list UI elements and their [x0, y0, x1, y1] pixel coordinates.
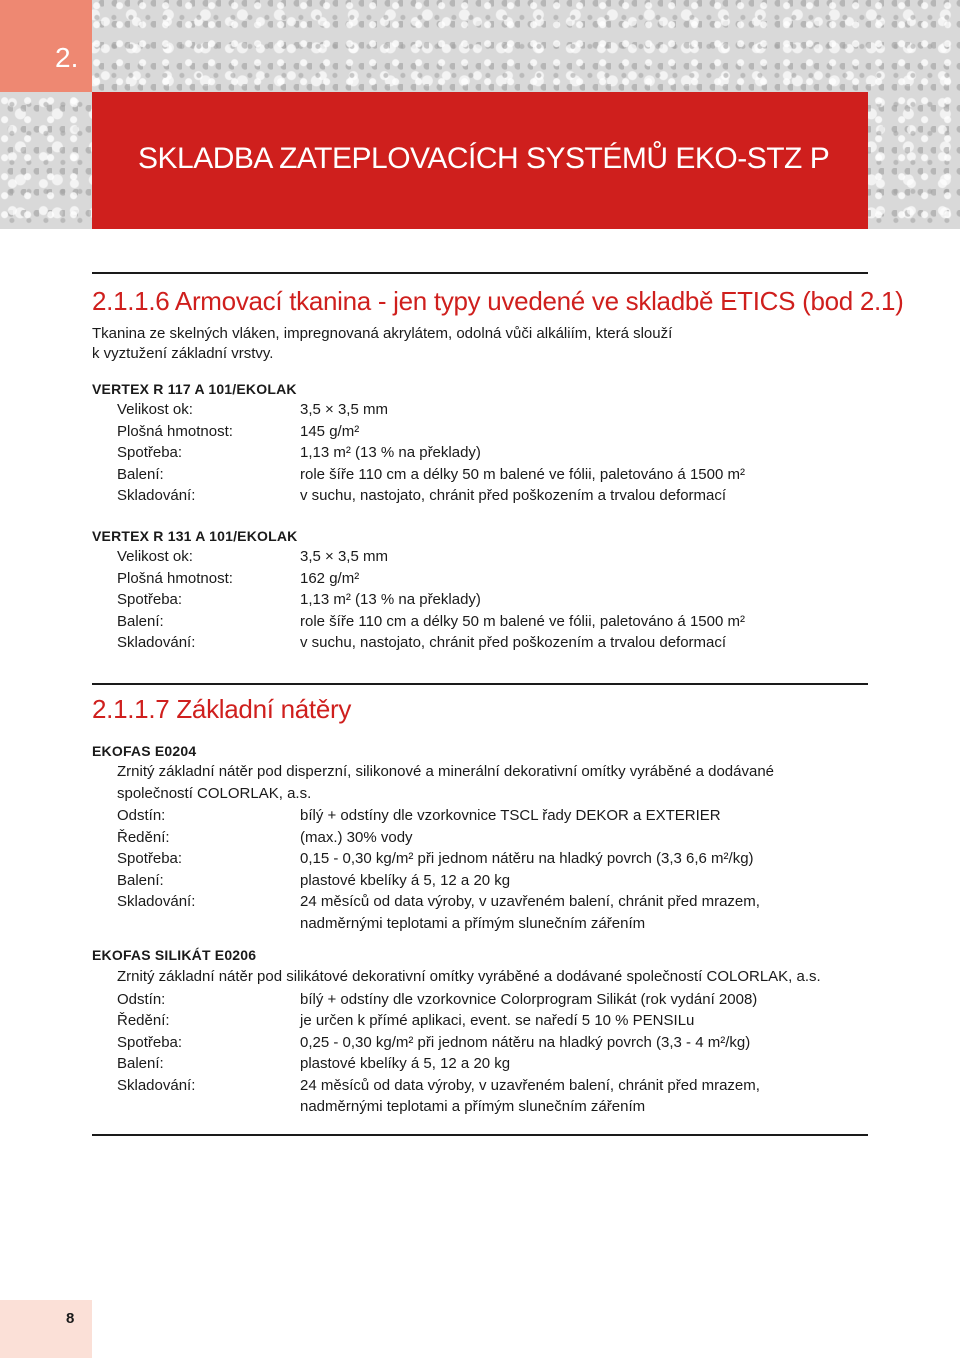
spec-value: je určen k přímé aplikaci, event. se naředí 5 10 % PENSILu [300, 1012, 695, 1029]
spec-label: Spotřeba: [117, 444, 183, 461]
spec-value: v suchu, nastojato, chránit před poškozením a trvalou deformací [300, 487, 727, 504]
spec-value [300, 1075, 820, 1118]
spec-value: 0,15 - 0,30 kg/m² při jednom nátěru na hladký povrch (3,3 6,6 m²/kg) [300, 850, 754, 867]
spec-row [117, 589, 857, 611]
spec-value: plastové kbelíky á 5, 12 a 20 kg [300, 1055, 511, 1072]
spec-label: Ředění: [117, 1012, 170, 1029]
product-spec-table [117, 762, 857, 934]
spec-value: 162 g/m² [300, 569, 360, 587]
product-description: Zrnitý základní nátěr pod silikátové dekorativní omítky vyráběné a dodávané společností COLORLAK, a.s. [117, 968, 821, 985]
title-bar [92, 92, 868, 229]
spec-label: Skladování: [117, 1076, 196, 1094]
product-spec-table [117, 546, 857, 654]
spec-value: bílý + odstíny dle vzorkovnice TSCL řady DEKOR a EXTERIER [300, 807, 721, 824]
spec-row [117, 442, 857, 464]
product-spec-table [117, 399, 857, 507]
page-number-box [0, 1300, 92, 1358]
spec-row [117, 568, 857, 590]
spec-row [117, 546, 857, 568]
spec-value: 145 g/m² [300, 422, 360, 440]
spec-value: bílý + odstíny dle vzorkovnice Colorprogram Silikát (rok vydání 2008) [300, 990, 758, 1008]
spec-value: 1,13 m² (13 % na překlady) [300, 444, 481, 461]
divider-2 [92, 683, 868, 685]
spec-row [117, 870, 857, 892]
spec-row [117, 1010, 857, 1032]
spec-value-line-2: nadměrnými teplotami a přímým slunečním zářením [300, 914, 646, 932]
spec-label: Plošná hmotnost: [117, 422, 233, 440]
product-title: VERTEX R 131 A 101/EKOLAK [92, 528, 298, 544]
spec-label: Ředění: [117, 828, 170, 846]
spec-row [117, 1053, 857, 1075]
spec-row [117, 485, 857, 507]
spec-label: Skladování: [117, 634, 196, 651]
product-spec-table [117, 967, 857, 1118]
spec-value: 0,25 - 0,30 kg/m² při jednom nátěru na hladký povrch (3,3 - 4 m²/kg) [300, 1033, 751, 1051]
spec-value: role šíře 110 cm a délky 50 m balené ve fólii, paletováno á 1500 m² [300, 465, 745, 483]
spec-row [117, 805, 857, 827]
product-description: Zrnitý základní nátěr pod disperzní, silikonové a minerální dekorativní omítky vyráběné a dodávané [117, 763, 775, 780]
spec-row [117, 1032, 857, 1054]
spec-row [117, 891, 857, 934]
section-intro-line-2: k vyztužení základní vrstvy. [92, 345, 274, 362]
spec-label: Balení: [117, 1055, 164, 1072]
spec-label: Balení: [117, 871, 164, 889]
product-title: EKOFAS E0204 [92, 743, 197, 759]
spec-row [117, 827, 857, 849]
spec-row [117, 464, 857, 486]
spec-label: Spotřeba: [117, 591, 183, 608]
spec-row [117, 421, 857, 443]
divider-3 [92, 1134, 868, 1136]
product-title: VERTEX R 117 A 101/EKOLAK [92, 381, 297, 397]
spec-label: Balení: [117, 465, 164, 483]
spec-label: Spotřeba: [117, 850, 183, 867]
spec-label: Odstín: [117, 990, 166, 1008]
spec-value-line-2: nadměrnými teplotami a přímým slunečním zářením [300, 1098, 646, 1115]
spec-label: Plošná hmotnost: [117, 569, 233, 587]
spec-value-line-1: 24 měsíců od data výroby, v uzavřeném balení, chránit před mrazem, [300, 893, 760, 910]
spec-row [117, 989, 857, 1011]
spec-value-line-1: 24 měsíců od data výroby, v uzavřeném balení, chránit před mrazem, [300, 1076, 760, 1094]
spec-row [117, 1075, 857, 1118]
page-title: SKLADBA ZATEPLOVACÍCH SYSTÉMŮ EKO-STZ P [138, 142, 830, 175]
spec-value: plastové kbelíky á 5, 12 a 20 kg [300, 871, 511, 889]
spec-value: 3,5 × 3,5 mm [300, 401, 388, 418]
divider-1 [92, 272, 868, 274]
page-number: 8 [66, 1310, 75, 1327]
spec-label: Velikost ok: [117, 548, 193, 565]
spec-row [117, 611, 857, 633]
section-title-primers: 2.1.1.7 Základní nátěry [92, 694, 352, 724]
spec-value: (max.) 30% vody [300, 828, 413, 846]
spec-label: Velikost ok: [117, 401, 193, 418]
spec-label: Balení: [117, 612, 164, 630]
spec-value: 1,13 m² (13 % na překlady) [300, 591, 481, 608]
spec-row [117, 848, 857, 870]
spec-label: Spotřeba: [117, 1033, 183, 1051]
spec-value: 3,5 × 3,5 mm [300, 548, 388, 565]
spec-value: v suchu, nastojato, chránit před poškozením a trvalou deformací [300, 634, 727, 651]
spec-label: Odstín: [117, 807, 166, 824]
product-description: společností COLORLAK, a.s. [117, 784, 312, 802]
section-title-mesh: 2.1.1.6 Armovací tkanina - jen typy uvedené ve skladbě ETICS (bod 2.1) [92, 286, 904, 316]
spec-row [117, 399, 857, 421]
spec-row [117, 632, 857, 654]
spec-label: Skladování: [117, 893, 196, 910]
spec-value [300, 891, 820, 934]
spec-label: Skladování: [117, 487, 196, 504]
chapter-badge [0, 0, 92, 92]
section-intro-line-1: Tkanina ze skelných vláken, impregnovaná akrylátem, odolná vůči alkáliím, která slouží [92, 325, 673, 342]
spec-value: role šíře 110 cm a délky 50 m balené ve fólii, paletováno á 1500 m² [300, 612, 745, 630]
product-title: EKOFAS SILIKÁT E0206 [92, 947, 257, 963]
chapter-number: 2. [55, 42, 79, 73]
